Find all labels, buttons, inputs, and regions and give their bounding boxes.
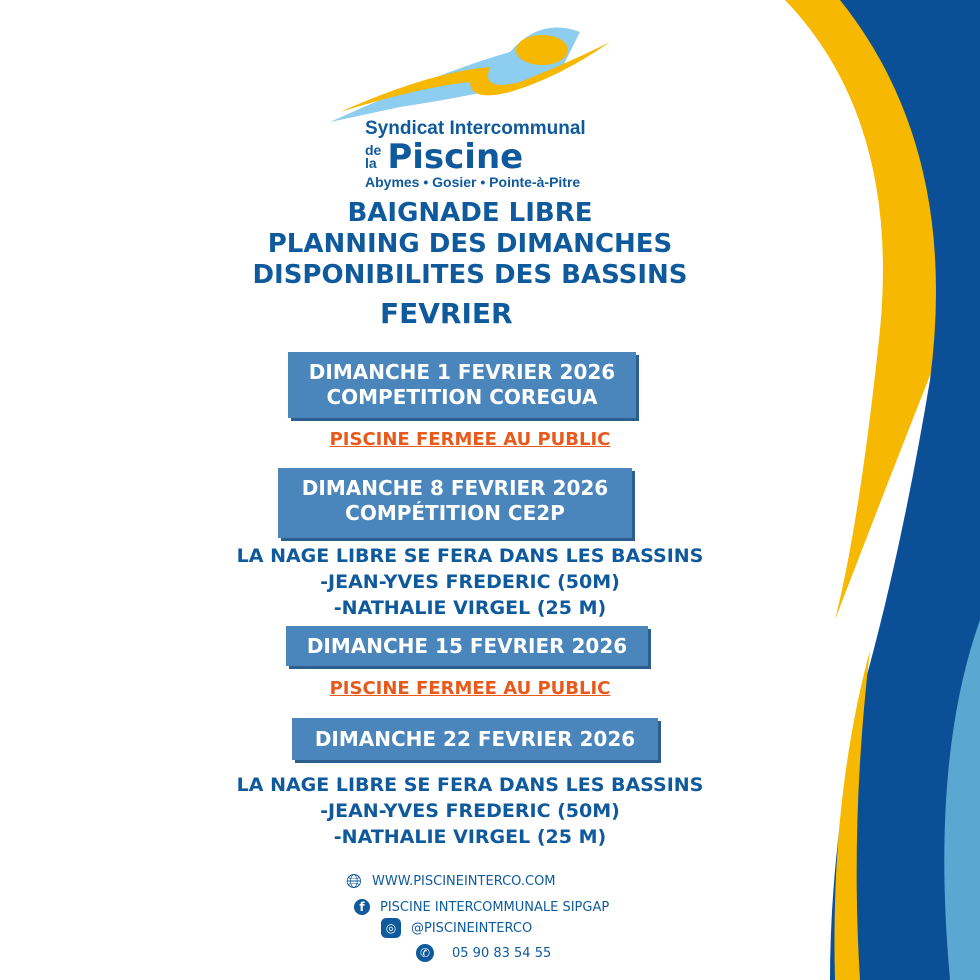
footer-instagram[interactable]: [381, 918, 532, 938]
info-line: LA NAGE LIBRE SE FERA DANS LES BASSINS: [236, 774, 704, 796]
info-line: -NATHALIE VIRGEL (25 M): [333, 597, 607, 619]
logo-towns: Abymes • Gosier • Pointe-à-Pitre: [365, 174, 581, 190]
logo-de: de: [365, 142, 382, 158]
event-note: PISCINE FERMEE AU PUBLIC: [329, 678, 611, 699]
event-2-info: [0, 543, 940, 621]
info-line: -JEAN-YVES FREDERIC (50M): [320, 800, 620, 822]
facebook-icon: f: [354, 899, 370, 915]
event-note: PISCINE FERMEE AU PUBLIC: [329, 429, 611, 450]
logo-line1: Syndicat Intercommunal: [365, 118, 586, 139]
logo-piscine: Piscine: [387, 137, 524, 177]
facebook-link[interactable]: PISCINE INTERCOMMUNALE SIPGAP: [380, 899, 610, 915]
footer-phone: [416, 944, 551, 962]
event-subtitle: COMPETITION COREGUA: [326, 385, 598, 409]
logo-la: la: [365, 155, 377, 171]
footer-website[interactable]: [346, 869, 556, 893]
event-date: DIMANCHE 1 FEVRIER 2026: [308, 360, 616, 384]
event-2-box: [278, 468, 632, 538]
title-block: [0, 198, 940, 291]
event-3-box: DIMANCHE 15 FEVRIER 2026: [286, 626, 648, 666]
website-link[interactable]: WWW.PISCINEINTERCO.COM: [372, 873, 556, 889]
instagram-icon: ◎: [381, 918, 401, 938]
globe-icon: 🌐︎: [346, 869, 362, 893]
footer-facebook[interactable]: [354, 899, 609, 915]
event-date: DIMANCHE 8 FEVRIER 2026: [301, 476, 609, 500]
title-line3: DISPONIBILITES DES BASSINS: [252, 260, 688, 290]
event-4-box: DIMANCHE 22 FEVRIER 2026: [292, 718, 658, 760]
logo-swimmer-icon: [320, 12, 620, 127]
info-line: LA NAGE LIBRE SE FERA DANS LES BASSINS: [236, 545, 704, 567]
title-line1: BAIGNADE LIBRE: [347, 198, 593, 228]
info-line: -NATHALIE VIRGEL (25 M): [333, 826, 607, 848]
event-1-box: [288, 352, 636, 418]
event-4-info: [0, 772, 940, 850]
phone-number: 05 90 83 54 55: [452, 945, 552, 961]
info-line: -JEAN-YVES FREDERIC (50M): [320, 571, 620, 593]
instagram-link[interactable]: @PISCINEINTERCO: [411, 920, 533, 936]
phone-icon: ✆: [416, 944, 434, 962]
title-line2: PLANNING DES DIMANCHES: [267, 229, 673, 259]
event-subtitle: COMPÉTITION CE2P: [345, 501, 565, 525]
logo: [365, 118, 586, 190]
month-title: FEVRIER: [380, 297, 513, 330]
